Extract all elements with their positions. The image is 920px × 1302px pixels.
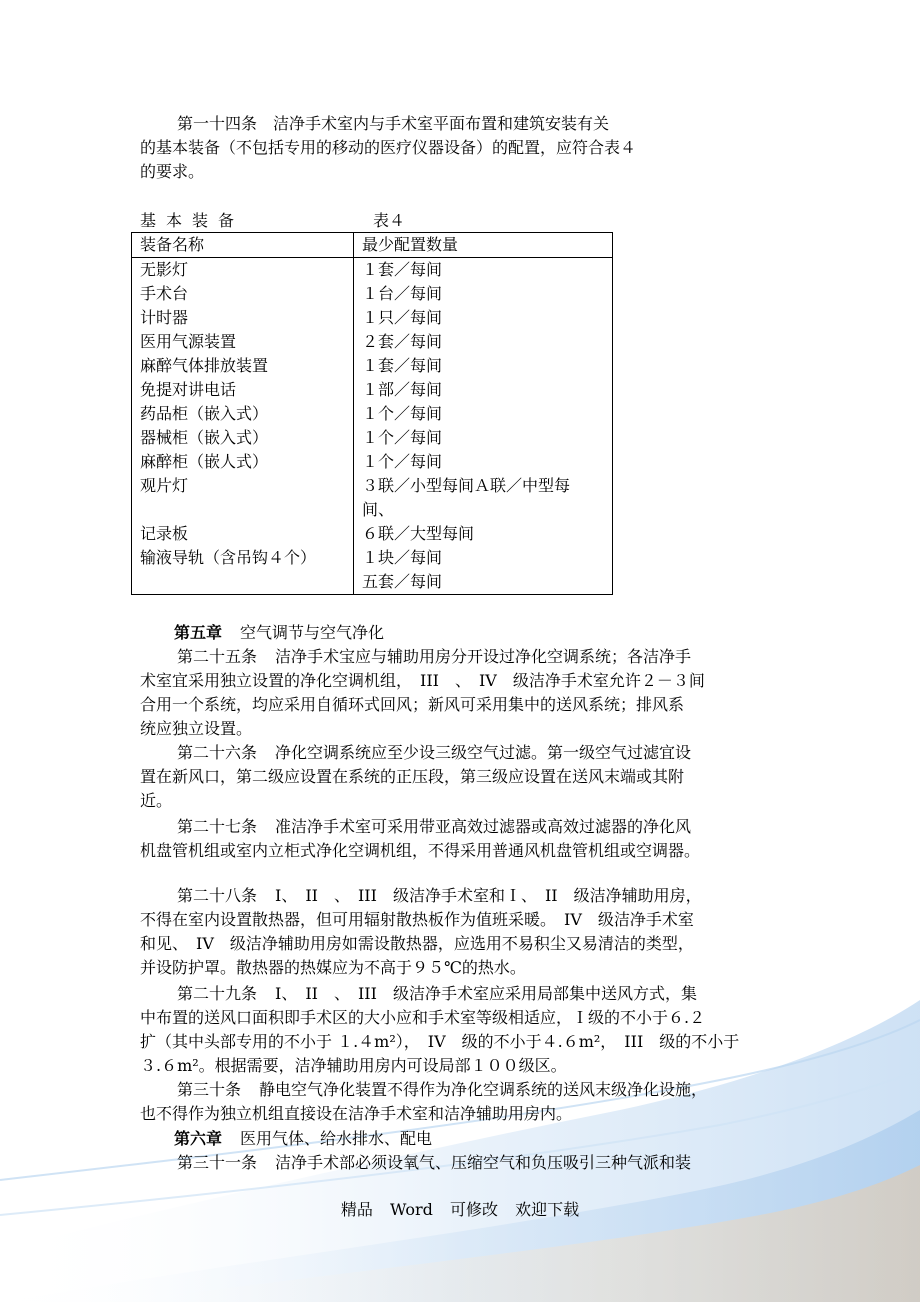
table-cell: １套／每间 — [354, 354, 613, 378]
table-cell: １只／每间 — [354, 306, 613, 330]
article-29-line-1 — [177, 982, 780, 1006]
article-28-line-4: 并设防护罩。散热器的热媒应为不高于９５℃的热水。 — [140, 958, 526, 977]
footer-text-c: 可修改 — [449, 1200, 498, 1219]
table-row — [132, 258, 613, 283]
table-cell: 计时器 — [132, 306, 354, 330]
table-row — [132, 474, 613, 498]
table-row — [132, 378, 613, 402]
table-cell: １台／每间 — [354, 282, 613, 306]
article-26-line-3: 近。 — [140, 791, 173, 810]
article-24-line-1: 第一十四条 洁净手术室内与手术室平面布置和建筑安装有关 — [177, 114, 610, 133]
table-cell: １个／每间 — [354, 402, 613, 426]
article-26-line-1 — [177, 741, 780, 765]
table-row — [132, 498, 613, 522]
table-row — [132, 450, 613, 474]
article-29-line-3: 扩（其中头部专用的不小于 １.４m²）， IV 级的不小于４.６m²， III 级的不小于 — [140, 1032, 740, 1051]
table-cell: 记录板 — [132, 522, 354, 546]
article-28-text: I、 II 、 III 级洁净手术室和Ｉ、 II 级洁净辅助用房， — [275, 886, 702, 905]
article-31-label: 第三十一条 — [177, 1153, 258, 1172]
article-24-line-2: 的基本装备（不包括专用的移动的医疗仪器设备）的配置，应符合表４ — [140, 138, 637, 157]
article-25-line-4: 统应独立设置。 — [140, 719, 253, 738]
table-cell: 输液导轨（含吊钩４个） — [132, 546, 354, 570]
article-28-line-2: 不得在室内设置散热器，但可用辐射散热板作为值班采暖。 IV 级洁净手术室 — [140, 910, 694, 929]
table-cell: 无影灯 — [132, 258, 354, 283]
article-30-label: 第三十条 — [177, 1080, 242, 1099]
article-28-label: 第二十八条 — [177, 886, 258, 905]
table-cell: ２套／每间 — [354, 330, 613, 354]
article-29-line-4: ３.６m²。根据需要，洁净辅助用房内可设局部１００级区。 — [140, 1056, 567, 1075]
article-26-label: 第二十六条 — [177, 743, 258, 762]
table-caption-title: 基本装备 — [140, 211, 245, 230]
table-cell: 观片灯 — [132, 474, 354, 498]
table-row — [132, 546, 613, 570]
table-cell: 手术台 — [132, 282, 354, 306]
chapter-5-label: 第五章 — [174, 623, 223, 642]
page-footer — [0, 1198, 920, 1222]
table-row — [132, 522, 613, 546]
table-row — [132, 354, 613, 378]
table-cell: １个／每间 — [354, 450, 613, 474]
article-25-line-2: 术室宜采用独立设置的净化空调机组， III 、 IV 级洁净手术室允许２－３间 — [140, 671, 705, 690]
chapter-6-heading — [174, 1127, 814, 1151]
table-row — [132, 570, 613, 595]
table-row — [132, 282, 613, 306]
article-29-line-2: 中布置的送风口面积即手术区的大小应和手术室等级相适应，Ｉ级的不小于６.２ — [140, 1008, 706, 1027]
table-cell: 麻醉气体排放装置 — [132, 354, 354, 378]
article-28-line-1 — [177, 884, 780, 908]
article-31-line-1 — [177, 1151, 780, 1175]
table-cell: １块／每间 — [354, 546, 613, 570]
table-cell — [132, 498, 354, 522]
article-28-line-3: 和见、 IV 级洁净辅助用房如需设散热器，应选用不易积尘又易清洁的类型， — [140, 934, 694, 953]
table-cell: １个／每间 — [354, 426, 613, 450]
article-25-text: 洁净手术宝应与辅助用房分开设过净化空调系统；各洁净手 — [275, 647, 692, 666]
article-30-line-1 — [177, 1078, 780, 1102]
article-29-text: I、 II 、 III 级洁净手术室应采用局部集中送风方式，集 — [275, 984, 697, 1003]
article-27-text: 准洁净手术室可采用带亚高效过滤器或高效过滤器的净化风 — [275, 817, 692, 836]
article-30-text: 静电空气净化装置不得作为净化空调系统的送风末级净化设施， — [259, 1080, 708, 1099]
table-cell: 五套／每间 — [354, 570, 613, 595]
table-header-row — [132, 233, 613, 258]
chapter-6-title: 医用气体、给水排水、配电 — [240, 1129, 433, 1148]
table-cell: 药品柜（嵌入式） — [132, 402, 354, 426]
table-caption — [140, 209, 406, 233]
footer-text-b: Word — [390, 1200, 433, 1219]
chapter-6-label: 第六章 — [174, 1129, 223, 1148]
chapter-5-heading — [174, 621, 814, 645]
table-cell: 间、 — [354, 498, 613, 522]
article-25-line-3: 合用一个系统，均应采用自循环式回风；新风可采用集中的送风系统；排风系 — [140, 695, 685, 714]
table-cell — [132, 570, 354, 595]
table-cell: 医用气源装置 — [132, 330, 354, 354]
article-29-label: 第二十九条 — [177, 984, 258, 1003]
article-27-label: 第二十七条 — [177, 817, 258, 836]
footer-text-d: 欢迎下载 — [515, 1200, 580, 1219]
article-30-line-2: 也不得作为独立机组直接设在洁净手术室和洁净辅助用房内。 — [140, 1104, 573, 1123]
table-cell: ３联／小型每间Ａ联／中型每 — [354, 474, 613, 498]
table-row — [132, 306, 613, 330]
table-row — [132, 330, 613, 354]
table-cell: 麻醉柜（嵌人式） — [132, 450, 354, 474]
table-cell: ６联／大型每间 — [354, 522, 613, 546]
article-26-line-2: 置在新风口，第二级应设置在系统的正压段，第三级应设置在送风末端或其附 — [140, 767, 685, 786]
article-27-line-2: 机盘管机组或室内立柜式净化空调机组，不得采用普通风机盘管机组或空调器。 — [140, 841, 701, 860]
table-header-cell: 最少配置数量 — [354, 233, 613, 258]
table-cell: 免提对讲电话 — [132, 378, 354, 402]
table-cell: 器械柜（嵌入式） — [132, 426, 354, 450]
article-25-label: 第二十五条 — [177, 647, 258, 666]
table-cell: １套／每间 — [354, 258, 613, 283]
article-31-text: 洁净手术部必须设氧气、压缩空气和负压吸引三种气派和装 — [275, 1153, 692, 1172]
article-25-line-1 — [177, 645, 780, 669]
equipment-table — [131, 232, 613, 595]
article-27-line-1 — [177, 815, 780, 839]
article-24-line-3: 的要求。 — [140, 162, 205, 181]
table-caption-number: 表４ — [373, 211, 406, 230]
table-header-cell: 装备名称 — [132, 233, 354, 258]
table-row — [132, 402, 613, 426]
table-row — [132, 426, 613, 450]
table-cell: １部／每间 — [354, 378, 613, 402]
footer-text-a: 精品 — [340, 1200, 373, 1219]
article-26-text: 净化空调系统应至少设三级空气过滤。第一级空气过滤宜设 — [275, 743, 692, 762]
chapter-5-title: 空气调节与空气净化 — [240, 623, 385, 642]
